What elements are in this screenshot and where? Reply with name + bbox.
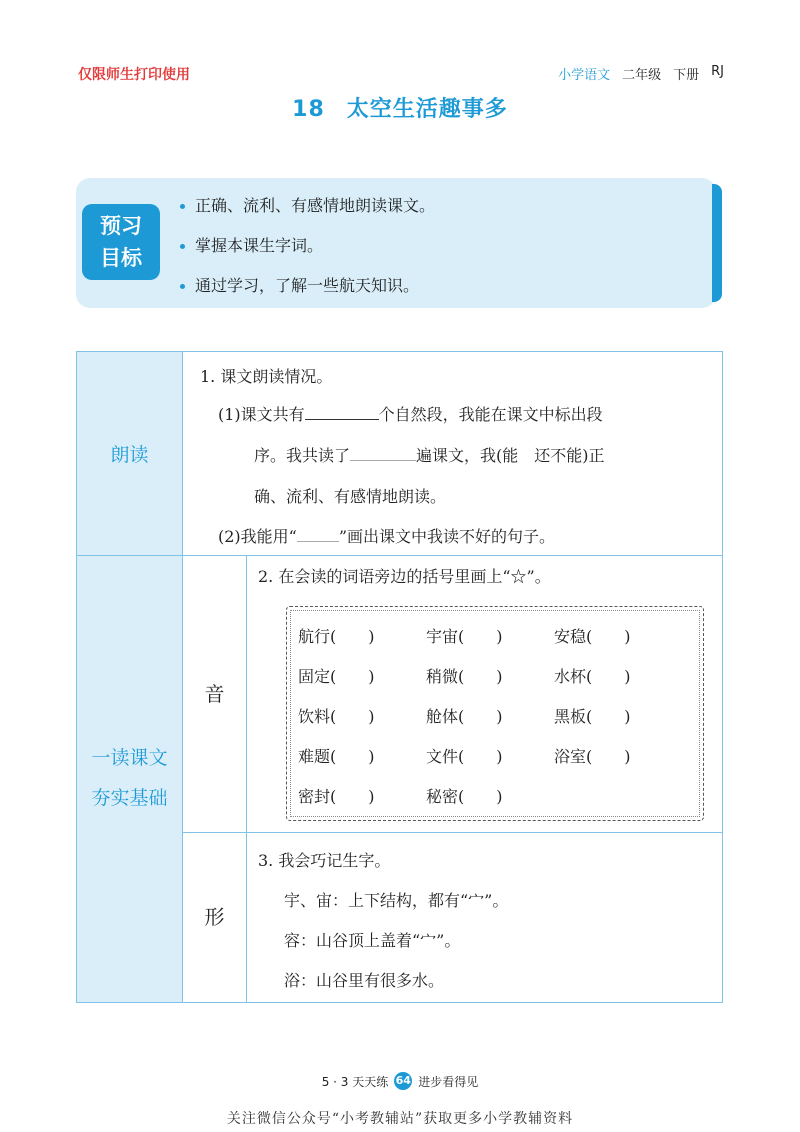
watermark-notice: 关注微信公众号“小考教辅站”获取更多小学教辅资料	[226, 1111, 574, 1127]
q3-line: 容：山谷顶上盖着“宀”。	[284, 931, 461, 950]
goal-text: 通过学习，了解一些航天知识。	[195, 276, 420, 295]
word-item[interactable]: 密封( )	[298, 787, 375, 806]
category-reading-label: 朗读	[110, 444, 149, 466]
goals-badge-line2: 目标	[100, 246, 142, 270]
bullet-icon	[180, 284, 185, 289]
goal-text: 掌握本课生字词。	[195, 236, 324, 255]
q1-title: 1. 课文朗读情况。	[200, 367, 333, 386]
edition-label: RJ	[711, 64, 724, 79]
bullet-icon	[180, 204, 185, 209]
read-count-blank[interactable]	[350, 460, 416, 461]
word-item[interactable]: 宇宙( )	[426, 627, 503, 646]
lesson-title	[0, 92, 800, 123]
divider	[246, 556, 247, 1002]
grade-label: 二年级	[622, 68, 662, 83]
q1-line2: 序。我共读了 遍课文，我(能 还不能)正	[254, 446, 605, 465]
goal-item	[180, 186, 435, 226]
q1-line1: (1)课文共有 个自然段，我能在课文中标出段	[218, 405, 603, 424]
goal-item	[180, 226, 435, 266]
paragraph-count-blank[interactable]	[305, 419, 379, 420]
shape-label: 形	[204, 905, 225, 929]
word-item[interactable]: 黑板( )	[554, 707, 631, 726]
word-item[interactable]: 浴室( )	[554, 747, 631, 766]
q3-line: 浴：山谷里有很多水。	[284, 971, 445, 990]
category-basics-line2: 夯实基础	[91, 787, 168, 809]
category-cell-basics	[77, 556, 182, 1002]
mark-symbol-blank[interactable]	[297, 541, 339, 542]
lesson-title-text: 太空生活趣事多	[346, 97, 508, 122]
goals-badge-line1: 预习	[100, 214, 142, 238]
q1-line4: (2)我能用“ ”画出课文中我读不好的句子。	[218, 527, 556, 546]
divider	[183, 832, 722, 833]
print-only-notice: 仅限师生打印使用	[78, 67, 190, 83]
page-footer	[0, 1072, 800, 1090]
category-cell-reading	[77, 352, 182, 555]
goals-panel-edge	[712, 184, 722, 302]
divider	[77, 555, 722, 556]
word-item[interactable]: 固定( )	[298, 667, 375, 686]
goals-badge	[82, 204, 160, 280]
word-item[interactable]: 水杯( )	[554, 667, 631, 686]
word-item[interactable]: 航行( )	[298, 627, 375, 646]
word-item[interactable]: 文件( )	[426, 747, 503, 766]
word-item[interactable]: 秘密( )	[426, 787, 503, 806]
goals-list	[180, 186, 435, 306]
footer-brand: 5 · 3 天天练	[321, 1074, 389, 1089]
word-item[interactable]: 饮料( )	[298, 707, 375, 726]
q3-line: 宇、宙：上下结构，都有“宀”。	[284, 891, 509, 910]
lesson-number: 18	[292, 97, 325, 122]
word-item[interactable]: 难题( )	[298, 747, 375, 766]
q2-title: 2. 在会读的词语旁边的括号里画上“☆”。	[258, 567, 551, 586]
category-basics-line1: 一读课文	[91, 747, 168, 769]
word-item[interactable]: 安稳( )	[554, 627, 631, 646]
subject-label: 小学语文	[558, 68, 611, 83]
bullet-icon	[180, 244, 185, 249]
footer-slogan: 进步看得见	[418, 1074, 479, 1089]
goal-text: 正确、流利、有感情地朗读课文。	[195, 196, 436, 215]
sound-label: 音	[204, 682, 225, 706]
goal-item	[180, 266, 435, 306]
page-number: 64	[394, 1072, 412, 1090]
word-item[interactable]: 舱体( )	[426, 707, 503, 726]
word-item[interactable]: 稍微( )	[426, 667, 503, 686]
q1-line3: 确、流利、有感情地朗读。	[254, 487, 447, 506]
book-meta	[558, 64, 724, 83]
volume-label: 下册	[673, 68, 700, 83]
q3-title: 3. 我会巧记生字。	[258, 851, 391, 870]
